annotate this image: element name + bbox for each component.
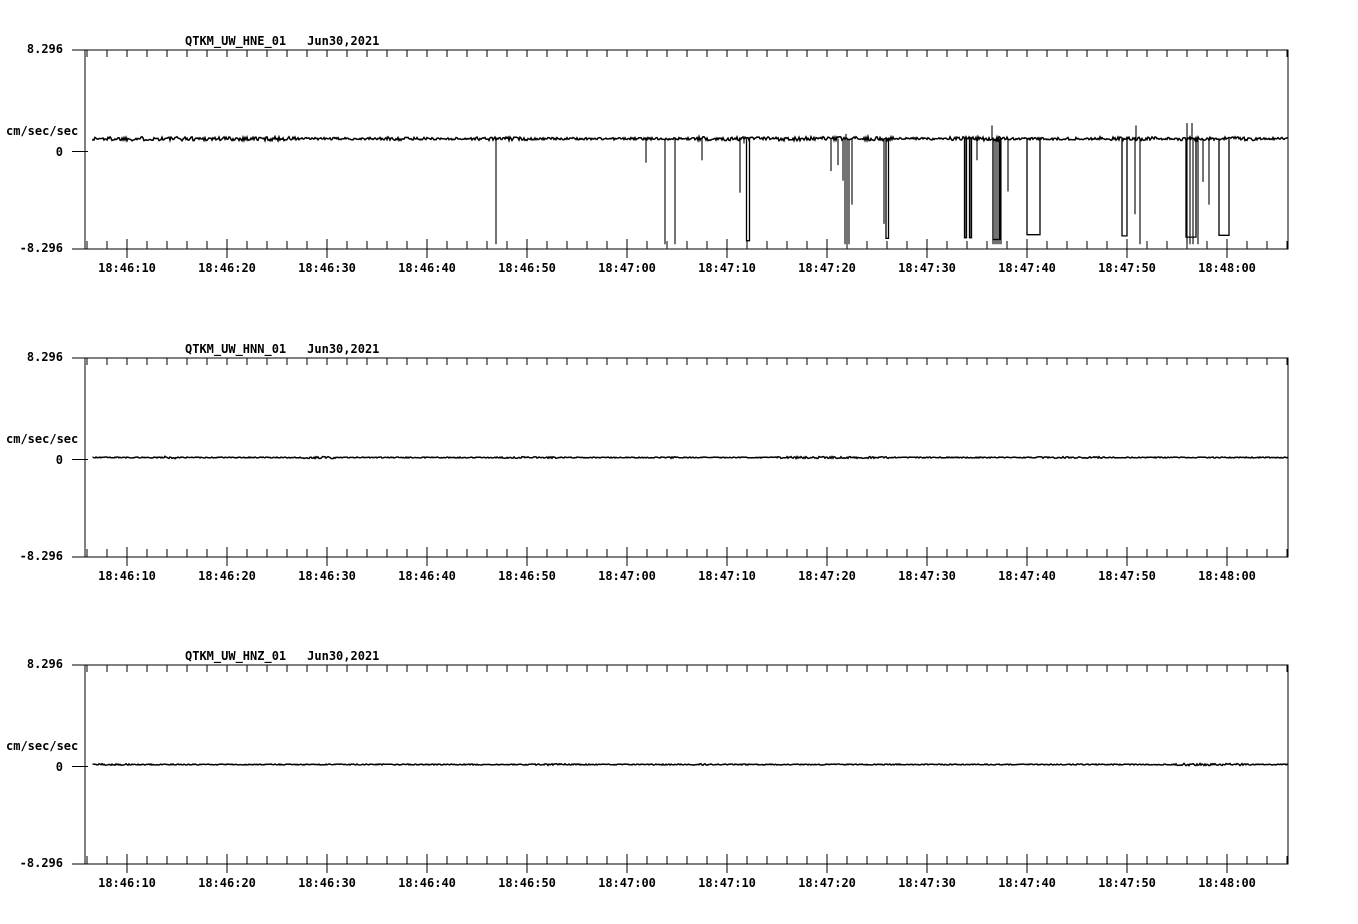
station-id: QTKM_UW_HNE_01 <box>185 34 287 48</box>
x-tick-label: 18:46:50 <box>498 876 556 890</box>
chart-title <box>185 650 379 663</box>
x-tick-label: 18:47:10 <box>698 261 756 275</box>
x-tick-label: 18:46:50 <box>498 261 556 275</box>
x-tick-label: 18:48:00 <box>1198 876 1256 890</box>
y-axis-min-label: -8.296 <box>19 549 63 563</box>
chart-date: Jun30,2021 <box>307 34 380 48</box>
x-tick-label: 18:47:20 <box>798 876 856 890</box>
x-tick-label: 18:46:10 <box>98 261 156 275</box>
station-id: QTKM_UW_HNN_01 <box>185 342 287 356</box>
x-tick-label: 18:47:00 <box>598 261 656 275</box>
x-tick-label: 18:47:50 <box>1098 569 1156 583</box>
y-axis-units-label: cm/sec/sec <box>6 432 79 446</box>
y-axis-min-label: -8.296 <box>19 856 63 870</box>
x-tick-label: 18:47:00 <box>598 569 656 583</box>
seismogram-panel-hnz <box>0 648 1358 910</box>
x-tick-label: 18:47:30 <box>898 876 956 890</box>
x-tick-label: 18:46:20 <box>198 569 256 583</box>
x-tick-label: 18:48:00 <box>1198 261 1256 275</box>
y-axis-units-label: cm/sec/sec <box>6 739 79 753</box>
y-axis-zero-label: 0 <box>55 145 63 159</box>
x-tick-label: 18:46:30 <box>298 261 356 275</box>
x-tick-label: 18:46:40 <box>398 261 456 275</box>
x-tick-label: 18:46:20 <box>198 261 256 275</box>
x-tick-label: 18:47:40 <box>998 569 1056 583</box>
x-tick-label: 18:46:50 <box>498 569 556 583</box>
x-tick-label: 18:46:40 <box>398 876 456 890</box>
y-axis-zero-label: 0 <box>55 453 63 467</box>
x-tick-label: 18:47:40 <box>998 876 1056 890</box>
x-tick-label: 18:47:00 <box>598 876 656 890</box>
x-tick-label: 18:47:50 <box>1098 261 1156 275</box>
x-tick-label: 18:47:50 <box>1098 876 1156 890</box>
y-axis-max-label: 8.296 <box>26 350 63 364</box>
y-axis-zero-label: 0 <box>55 760 63 774</box>
x-tick-label: 18:46:20 <box>198 876 256 890</box>
station-id: QTKM_UW_HNZ_01 <box>185 649 287 663</box>
chart-date: Jun30,2021 <box>307 649 380 663</box>
x-tick-label: 18:47:30 <box>898 261 956 275</box>
x-tick-label: 18:47:20 <box>798 569 856 583</box>
seismogram-panel-hnn <box>0 341 1358 603</box>
x-tick-label: 18:47:40 <box>998 261 1056 275</box>
y-axis-min-label: -8.296 <box>19 241 63 255</box>
chart-title <box>185 343 379 356</box>
chart-date: Jun30,2021 <box>307 342 380 356</box>
x-tick-label: 18:46:30 <box>298 876 356 890</box>
x-tick-label: 18:47:20 <box>798 261 856 275</box>
y-axis-max-label: 8.296 <box>26 657 63 671</box>
x-tick-label: 18:46:30 <box>298 569 356 583</box>
seismogram-panel-hne <box>0 33 1358 295</box>
y-axis-units-label: cm/sec/sec <box>6 124 79 138</box>
chart-title <box>185 35 379 48</box>
x-tick-label: 18:47:10 <box>698 876 756 890</box>
x-tick-label: 18:47:30 <box>898 569 956 583</box>
x-tick-label: 18:46:40 <box>398 569 456 583</box>
x-tick-label: 18:46:10 <box>98 569 156 583</box>
y-axis-max-label: 8.296 <box>26 42 63 56</box>
x-tick-label: 18:48:00 <box>1198 569 1256 583</box>
x-tick-label: 18:47:10 <box>698 569 756 583</box>
x-tick-label: 18:46:10 <box>98 876 156 890</box>
